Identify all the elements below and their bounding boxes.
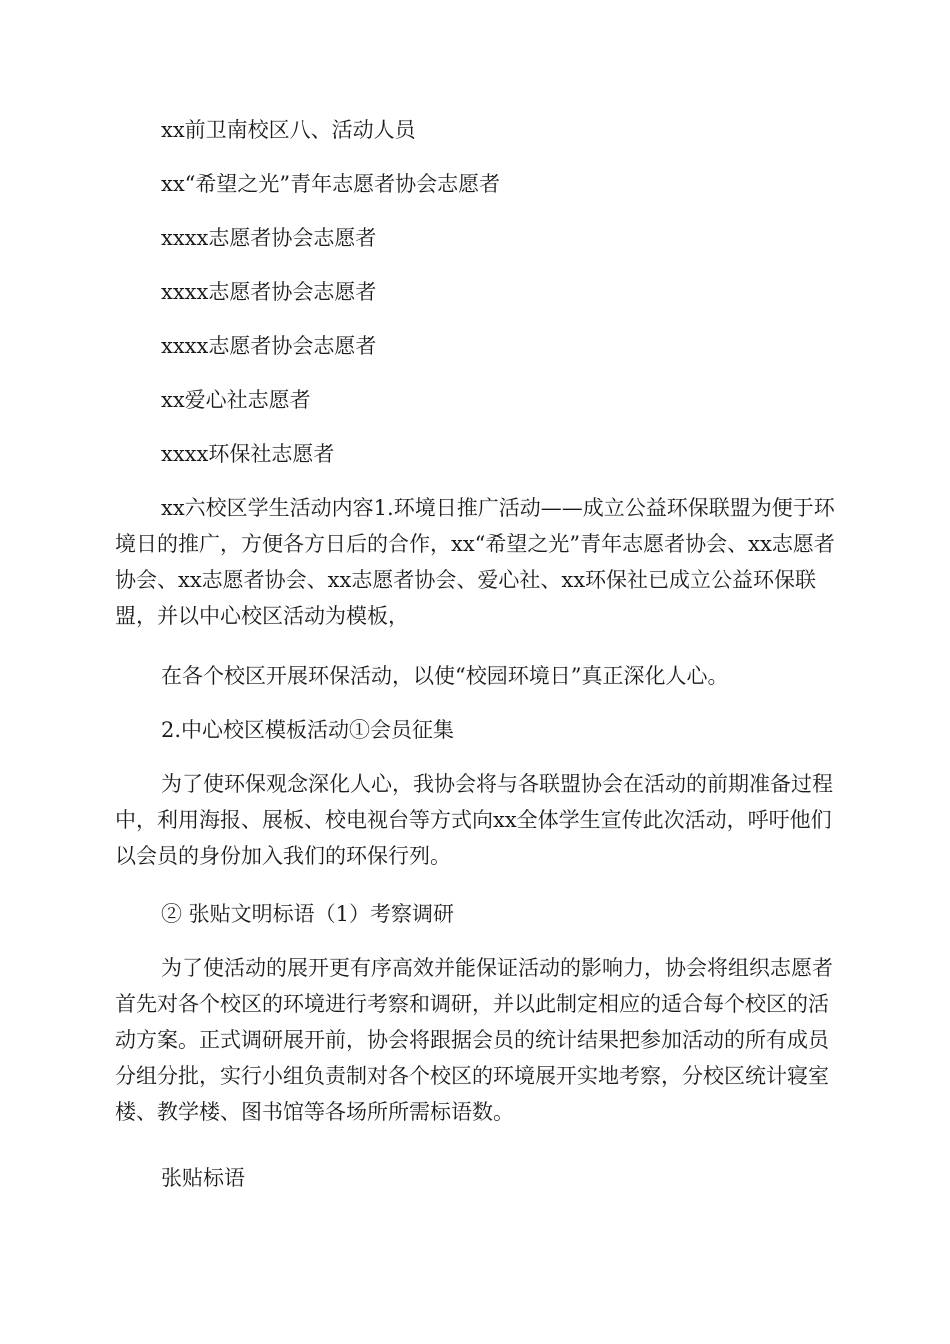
paragraph-2: xx“希望之光”青年志愿者协会志愿者: [161, 172, 501, 196]
paragraph-6: xx爱心社志愿者: [161, 388, 311, 412]
paragraph-1: xx前卫南校区八、活动人员: [161, 118, 416, 142]
paragraph-3: xxxx志愿者协会志愿者: [161, 226, 377, 250]
paragraph-13: 为了使活动的展开更有序高效并能保证活动的影响力，协会将组织志愿者首先对各个校区的环境进行考察和调研，并以此制定相应的适合每个校区的活动方案。正式调研展开前，协会将跟据会员的统计结果把参加活动的所有成员分组分批，实行小组负责制对各个校区的环境展开实地考察，分校区统计寝室楼、教学楼、图书馆等各场所所需标语数。: [115, 956, 833, 1124]
paragraph-8: xx六校区学生活动内容1.环境日推广活动——成立公益环保联盟为便于环境日的推广，方便各方日后的合作，xx“希望之光”青年志愿者协会、xx志愿者协会、xx志愿者协会、xx志愿者协会、爱心社、xx环保社已成立公益环保联盟，并以中心校区活动为模板，: [115, 496, 835, 628]
paragraph-10: 2.中心校区模板活动①会员征集: [161, 718, 455, 742]
paragraph-11: 为了使环保观念深化人心，我协会将与各联盟协会在活动的前期准备过程中，利用海报、展板、校电视台等方式向xx全体学生宣传此次活动，呼吁他们以会员的身份加入我们的环保行列。: [115, 772, 833, 868]
paragraph-12: ② 张贴文明标语（1）考察调研: [161, 902, 455, 926]
paragraph-5: xxxx志愿者协会志愿者: [161, 334, 377, 358]
paragraph-14: 张贴标语: [161, 1166, 245, 1190]
paragraph-7: xxxx环保社志愿者: [161, 442, 335, 466]
paragraph-4: xxxx志愿者协会志愿者: [161, 280, 377, 304]
paragraph-9: 在各个校区开展环保活动，以使“校园环境日”真正深化人心。: [161, 664, 729, 688]
